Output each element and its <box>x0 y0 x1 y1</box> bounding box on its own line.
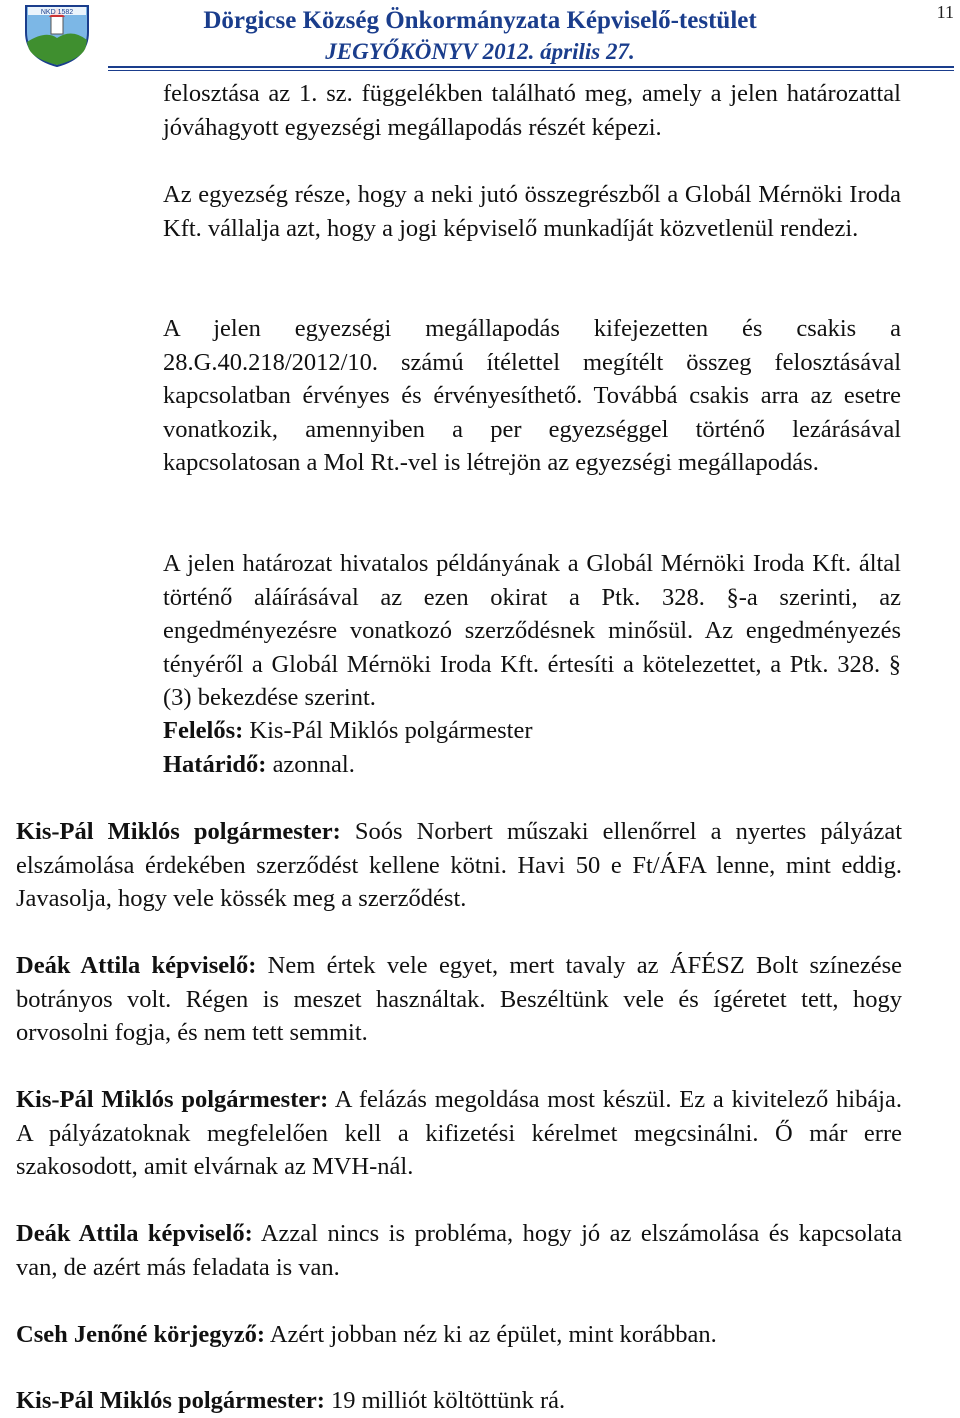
resolution-paragraph-2: Az egyezség része, hogy a neki jutó összegrészből a Globál Mérnöki Iroda Kft. vállalja azt, hogy a jogi képviselő munkadíját közvetlenül rendezi. <box>163 181 901 242</box>
speaker-name: Deák Attila képviselő: <box>16 1220 253 1247</box>
speaker-text: Nem értek vele egyet, mert tavaly az ÁFÉSZ Bolt színezése botrányos volt. Régen is meszet használtak. Beszéltünk vele és ígéretet tett, hogy orvosolni fogja, és nem tett semmit. <box>16 952 902 1047</box>
deadline-line <box>163 748 901 782</box>
coat-of-arms-icon <box>16 2 98 68</box>
deadline-value: azonnal. <box>266 751 355 778</box>
resolution-paragraph-3: A jelen egyezségi megállapodás kifejezetten és csakis a 28.G.40.218/2012/10. számú ítélettel megítélt összeg felosztásával kapcsolatban érvényes és érvényesíthető. Továbbá csakis arra az esetre vonatkozik, amennyiben a per egyezséggel történő lezárásával kapcsolatosan a Mol Rt.-vel is létrejön az egyezségi megállapodás. <box>163 315 901 477</box>
dialogue-entry <box>16 1384 902 1418</box>
responsible-label: Felelős: <box>163 717 244 744</box>
speaker-text: Azért jobban néz ki az épület, mint korábban. <box>265 1321 717 1348</box>
document-title: Dörgicse Község Önkormányzata Képviselő-testület <box>203 7 757 34</box>
document-subtitle: JEGYŐKÖNYV 2012. április 27. <box>325 39 635 64</box>
dialogue-entry <box>16 815 902 916</box>
responsible-value: Kis-Pál Miklós polgármester <box>243 717 533 744</box>
dialogue-entry <box>16 1318 902 1352</box>
dialogue-entry <box>16 1083 902 1184</box>
speaker-text: A felázás megoldása most készül. Ez a kivitelező hibája. A pályázatoknak megfelelően kell a kifizetési kérelmet megcsinálni. Ő már erre szakosodott, amit elvárnak az MVH-nál. <box>16 1086 902 1181</box>
svg-text:NKD 1582: NKD 1582 <box>40 9 74 16</box>
speaker-name: Deák Attila képviselő: <box>16 952 257 979</box>
page-number: 11 <box>936 2 954 22</box>
dialogue-entry <box>16 949 902 1050</box>
speaker-text: 19 milliót költöttünk rá. <box>324 1387 566 1414</box>
speaker-name: Cseh Jenőné körjegyző: <box>16 1321 266 1348</box>
dialogue-entry <box>16 1217 902 1284</box>
speaker-text: Soós Norbert műszaki ellenőrrel a nyertes pályázat elszámolása érdekében szerződést kellene kötni. Havi 50 e Ft/ÁFA lenne, mint eddig. Javasolja, hogy vele kössék meg a szerződést. <box>16 818 903 913</box>
page-header <box>0 0 960 75</box>
speaker-text: Azzal nincs is probléma, hogy jó az elszámolása és kapcsolata van, de azért más feladata is van. <box>16 1220 902 1281</box>
speaker-name: Kis-Pál Miklós polgármester: <box>16 1086 329 1113</box>
speaker-name: Kis-Pál Miklós polgármester: <box>16 1387 325 1414</box>
responsible-line <box>163 714 901 748</box>
header-rule <box>108 66 954 68</box>
resolution-paragraph-4: A jelen határozat hivatalos példányának a Globál Mérnöki Iroda Kft. által történő aláírásával az ezen okirat a Ptk. 328. §-a szerinti, az engedményezésre vonatkozó szerződésnek minősül. Az engedményezés tényéről a Globál Mérnöki Iroda Kft. értesíti a kötelezettet, a Ptk. 328. § (3) bekezdése szerint. <box>163 550 901 712</box>
header-rule-thin <box>108 70 954 71</box>
deadline-label: Határidő: <box>163 751 267 778</box>
resolution-paragraph-1: felosztása az 1. sz. függelékben található meg, amely a jelen határozattal jóváhagyott egyezségi megállapodás részét képezi. <box>163 80 901 141</box>
speaker-name: Kis-Pál Miklós polgármester: <box>16 818 341 845</box>
